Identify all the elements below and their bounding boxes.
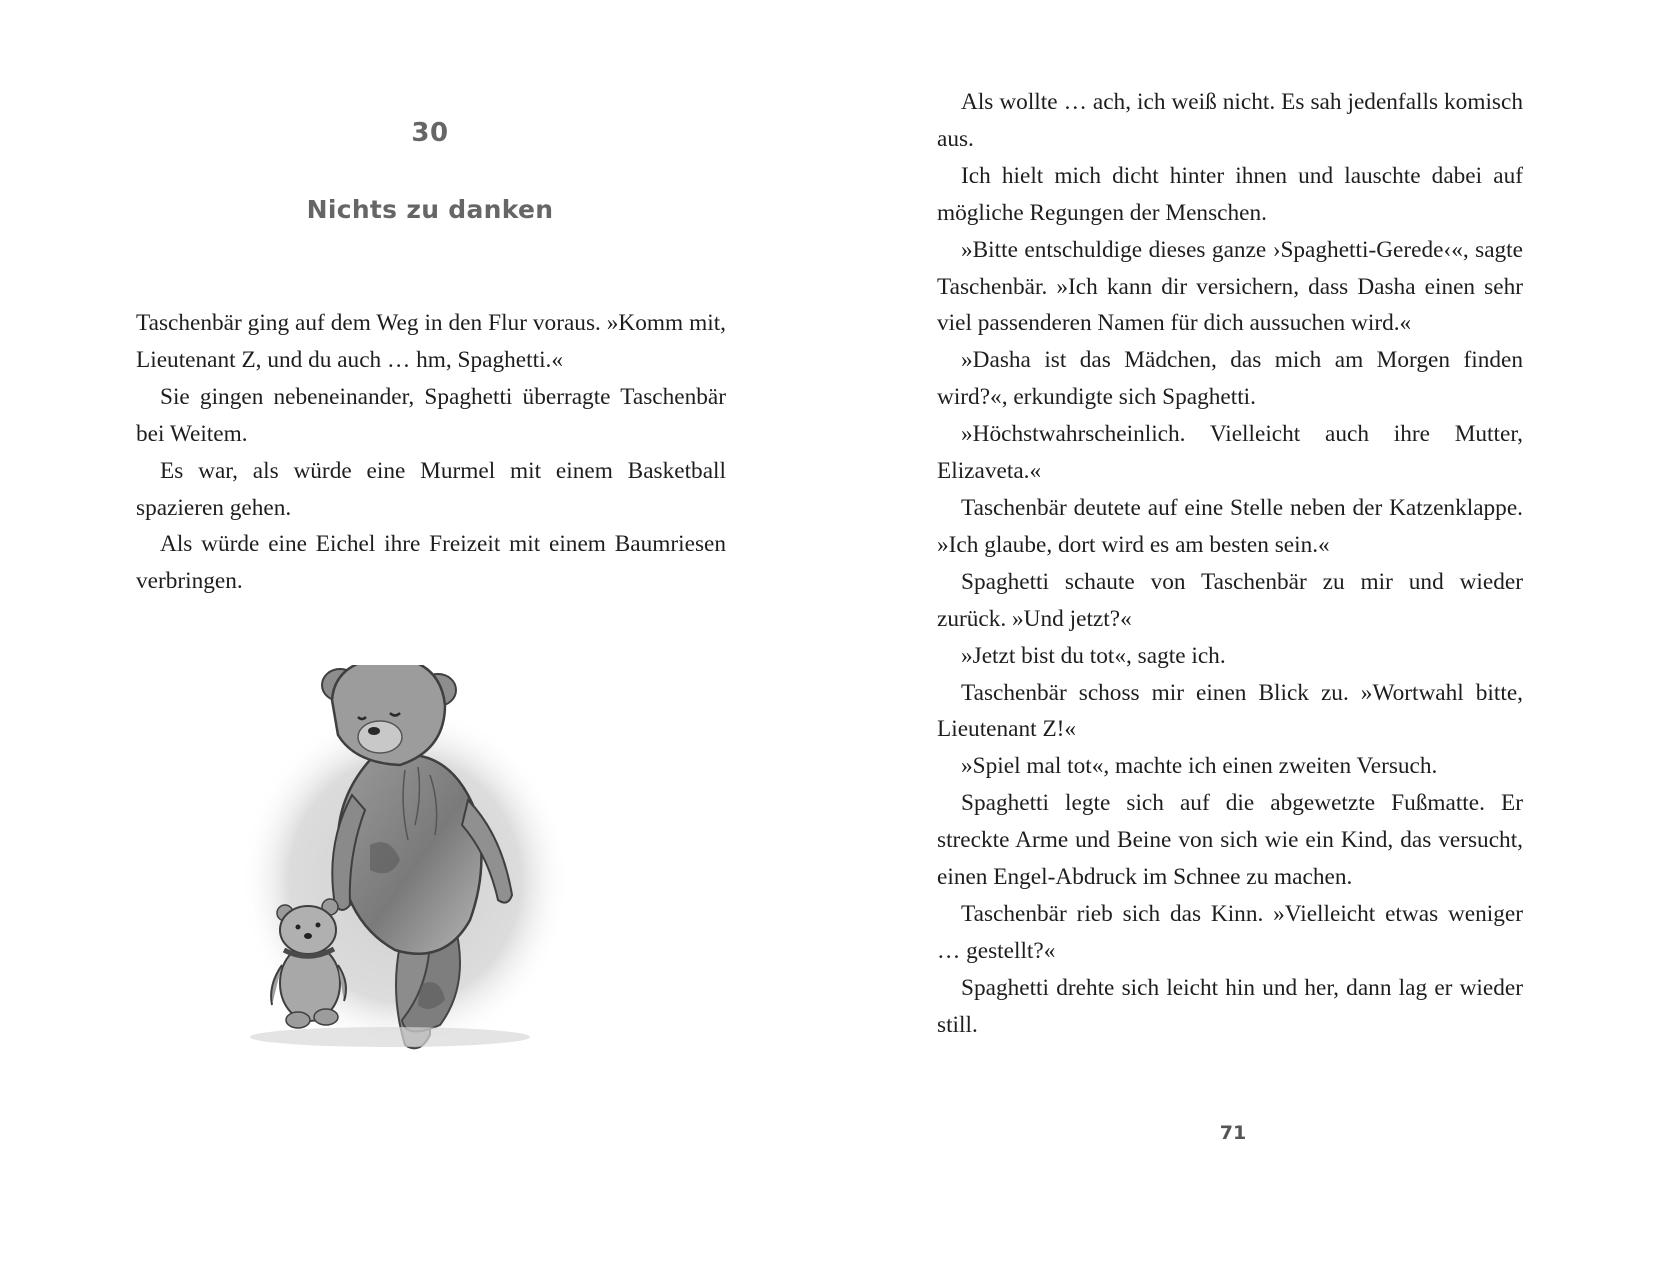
paragraph: »Spiel mal tot«, machte ich einen zweiten Versuch. bbox=[961, 753, 1438, 780]
paragraph: »Jetzt bist du tot«, sagte ich. bbox=[961, 642, 1226, 669]
chapter-title: Nichts zu danken bbox=[306, 195, 554, 224]
small-bear-eye bbox=[296, 925, 301, 930]
paragraph: Ich hielt mich dicht hinter ihnen und lauschte dabei auf mögliche Regungen der Menschen. bbox=[937, 162, 1523, 226]
small-bear-head bbox=[280, 906, 336, 954]
paragraph: Es war, als würde eine Murmel mit einem Basketball spazieren gehen. bbox=[136, 457, 726, 521]
paragraph: Spaghetti legte sich auf die abgewetzte Fußmatte. Er streckte Arme und Beine von sich wie ein Kind, das versucht, einen Engel-Abdruck im Schnee zu machen. bbox=[937, 790, 1523, 891]
paragraph: Spaghetti schaute von Taschenbär zu mir und wieder zurück. »Und jetzt?« bbox=[937, 568, 1523, 632]
paragraph: Taschenbär deutete auf eine Stelle neben der Katzenklappe. »Ich glaube, dort wird es am besten sein.« bbox=[937, 494, 1523, 558]
paragraph: »Höchstwahrscheinlich. Vielleicht auch ihre Mutter, Elizaveta.« bbox=[937, 421, 1523, 485]
chapter-number: 30 bbox=[411, 118, 449, 148]
big-bear-snout bbox=[358, 721, 402, 753]
paragraph: Als würde eine Eichel ihre Freizeit mit einem Baumriesen verbringen. bbox=[136, 531, 726, 595]
small-bear-foot bbox=[314, 1009, 338, 1025]
ground-shadow bbox=[250, 1027, 530, 1047]
paragraph: Als wollte … ach, ich weiß nicht. Es sah jedenfalls komisch aus. bbox=[937, 89, 1523, 152]
paragraph: Sie gingen nebeneinander, Spaghetti überragte Taschenbär bei Weitem. bbox=[136, 383, 726, 447]
paragraph: »Dasha ist das Mädchen, das mich am Morgen finden wird?«, erkundigte sich Spaghetti. bbox=[937, 347, 1523, 411]
page-number: 71 bbox=[1219, 1122, 1247, 1144]
small-bear-foot bbox=[286, 1012, 310, 1028]
paragraph: »Bitte entschuldige dieses ganze ›Spaghetti-Gerede‹«, sagte Taschenbär. »Ich kann dir versichern, dass Dasha einen sehr viel passenderen Namen für dich aussuchen wird.« bbox=[937, 236, 1523, 337]
left-page-body bbox=[136, 305, 726, 600]
small-bear-nose bbox=[304, 933, 312, 939]
paragraph: Spaghetti drehte sich leicht hin und her, dann lag er wieder still. bbox=[937, 974, 1523, 1038]
right-page bbox=[827, 0, 1654, 1270]
paragraph: Taschenbär ging auf dem Weg in den Flur voraus. »Komm mit, Lieutenant Z, und du auch … hm, Spaghetti.« bbox=[136, 310, 726, 373]
big-bear-nose bbox=[368, 727, 380, 735]
paragraph: Taschenbär rieb sich das Kinn. »Vielleicht etwas weniger … gestellt?« bbox=[937, 900, 1523, 964]
teddy-bears-illustration-icon bbox=[240, 665, 640, 1105]
small-bear-eye bbox=[316, 923, 321, 928]
right-page-body bbox=[937, 84, 1523, 1044]
paragraph: Taschenbär schoss mir einen Blick zu. »Wortwahl bitte, Lieutenant Z!« bbox=[937, 679, 1523, 743]
